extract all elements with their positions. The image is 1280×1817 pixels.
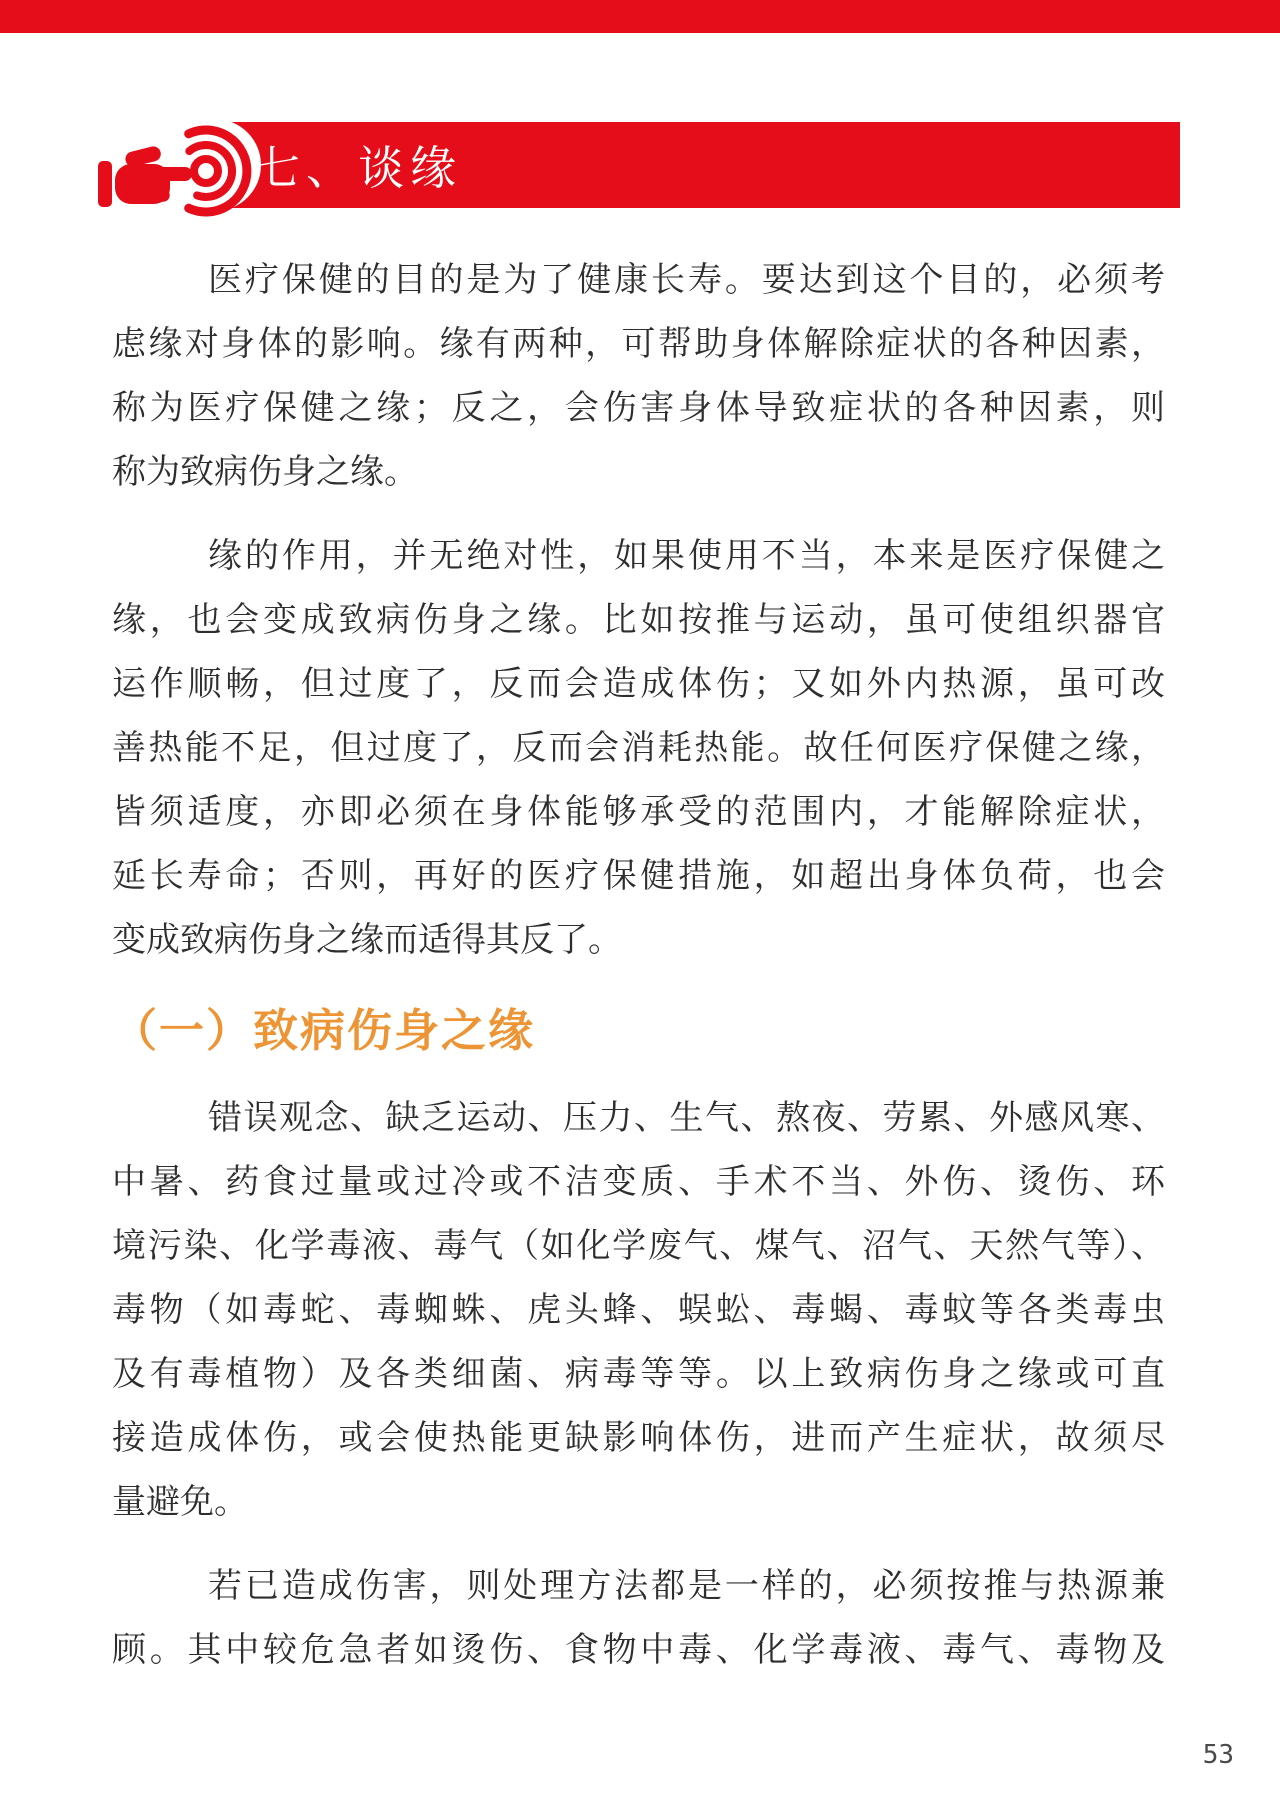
text-line: 中暑、药食过量或过冷或不洁变质、手术不当、外伤、烫伤、环 xyxy=(112,1163,1165,1201)
paragraph-third xyxy=(112,1086,1165,1534)
text-line: 善热能不足，但过度了，反而会消耗热能。故任何医疗保健之缘， xyxy=(112,729,1165,767)
page-content xyxy=(0,248,1280,1682)
text-line: 运作顺畅，但过度了，反而会造成体伤；又如外内热源，虽可改 xyxy=(112,665,1165,703)
section-banner xyxy=(0,122,1280,208)
pointing-hand-ripples-icon xyxy=(80,113,280,217)
text-line: 量避免。 xyxy=(112,1483,248,1521)
text-line: 称为致病伤身之缘。 xyxy=(112,453,418,491)
text-line: 虑缘对身体的影响。缘有两种，可帮助身体解除症状的各种因素， xyxy=(112,325,1165,363)
text-line: 顾。其中较危急者如烫伤、食物中毒、化学毒液、毒气、毒物及 xyxy=(112,1631,1165,1669)
text-line: 境污染、化学毒液、毒气（如化学废气、煤气、沼气、天然气等）、 xyxy=(112,1227,1165,1265)
text-line: 延长寿命；否则，再好的医疗保健措施，如超出身体负荷，也会 xyxy=(112,857,1165,895)
paragraph-fourth xyxy=(112,1554,1165,1682)
subsection-heading: （一）致病伤身之缘 xyxy=(112,1005,536,1056)
paragraph-intro xyxy=(112,248,1165,504)
top-red-bar xyxy=(0,0,1280,33)
text-line: 及有毒植物）及各类细菌、病毒等等。以上致病伤身之缘或可直 xyxy=(112,1355,1165,1393)
text-line: 毒物（如毒蛇、毒蜘蛛、虎头蜂、蜈蚣、毒蝎、毒蚊等各类毒虫 xyxy=(112,1291,1165,1329)
text-line: 缘，也会变成致病伤身之缘。比如按推与运动，虽可使组织器官 xyxy=(112,601,1165,639)
banner-title: 七、谈缘 xyxy=(254,142,462,194)
text-line: 错误观念、缺乏运动、压力、生气、熬夜、劳累、外感风寒、 xyxy=(208,1099,1165,1137)
page-number: 53 xyxy=(1202,1740,1234,1770)
text-line: 缘的作用，并无绝对性，如果使用不当，本来是医疗保健之 xyxy=(208,537,1165,575)
text-line: 接造成体伤，或会使热能更缺影响体伤，进而产生症状，故须尽 xyxy=(112,1419,1165,1457)
text-line: 若已造成伤害，则处理方法都是一样的，必须按推与热源兼 xyxy=(208,1567,1165,1605)
text-line: 变成致病伤身之缘而适得其反了。 xyxy=(112,921,622,959)
text-line: 称为医疗保健之缘；反之，会伤害身体导致症状的各种因素，则 xyxy=(112,389,1165,427)
paragraph-second xyxy=(112,524,1165,972)
text-line: 皆须适度，亦即必须在身体能够承受的范围内，才能解除症状， xyxy=(112,793,1165,831)
text-line: 医疗保健的目的是为了健康长寿。要达到这个目的，必须考 xyxy=(208,261,1165,299)
